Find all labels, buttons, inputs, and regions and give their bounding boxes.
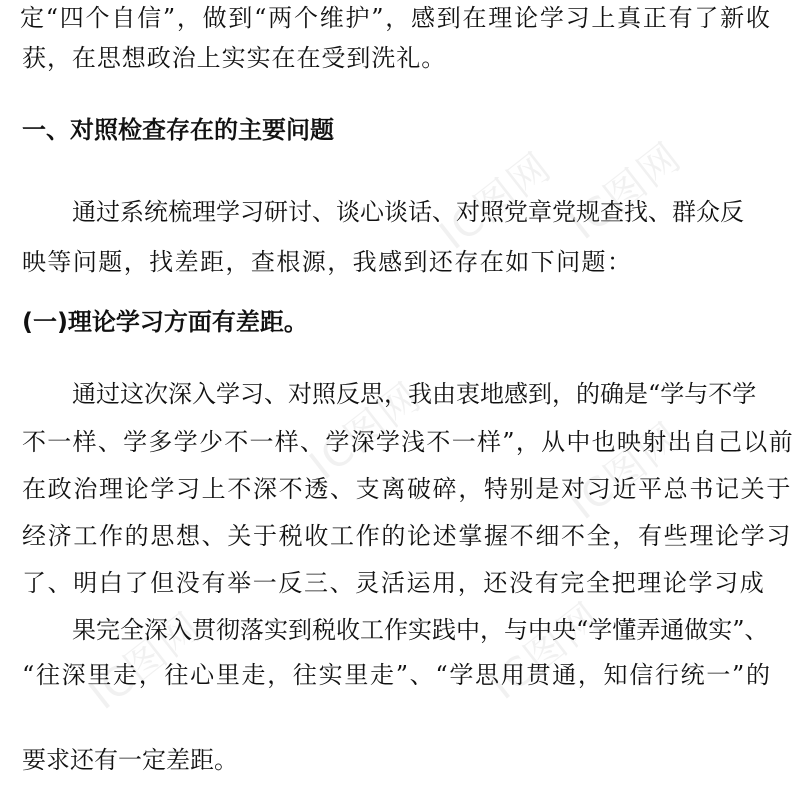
body-line-1: 定“四个自信”，做到“两个维护”，感到在理论学习上真正有了新收 xyxy=(20,4,772,32)
body-line-11: “往深里走，往心里走，往实里走”、“学思用贯通，知信行统一”的 xyxy=(22,661,772,689)
body-line-2: 获，在思想政治上实实在在受到洗礼。 xyxy=(22,44,447,72)
watermark-1: IC图网 xyxy=(431,143,561,259)
body-line-6: 不一样、学多学少不一样、学深学浅不一样”，从中也映射出自己以前 xyxy=(22,428,794,456)
watermark-3: IC图网 xyxy=(301,373,431,489)
watermark-6: IC图网 xyxy=(481,593,611,709)
watermark-2: IC图网 xyxy=(561,133,691,249)
watermark-5: IC图网 xyxy=(81,603,211,719)
body-line-8: 经济工作的思想、关于税收工作的论述掌握不细不全，有些理论学习 xyxy=(22,522,792,550)
body-line-5: 通过这次深入学习、对照反思，我由衷地感到，的确是“学与不学 xyxy=(72,380,757,408)
watermark-4: IC图网 xyxy=(561,413,691,529)
subsection-heading: (一)理论学习方面有差距。 xyxy=(22,308,308,336)
body-line-3: 通过系统梳理学习研讨、谈心谈话、对照党章党规查找、群众反 xyxy=(72,198,744,226)
body-line-10: 果完全深入贯彻落实到税收工作实践中，与中央“学懂弄通做实”、 xyxy=(72,616,769,644)
body-line-12: 要求还有一定差距。 xyxy=(22,746,238,774)
body-line-9: 了、明白了但没有举一反三、灵活运用，还没有完全把理论学习成 xyxy=(22,569,766,597)
section-heading: 一、对照检查存在的主要问题 xyxy=(22,116,334,144)
body-line-4: 映等问题，找差距，查根源，我感到还存在如下问题： xyxy=(22,248,633,276)
body-line-7: 在政治理论学习上不深不透、支离破碎，特别是对习近平总书记关于 xyxy=(22,475,792,503)
